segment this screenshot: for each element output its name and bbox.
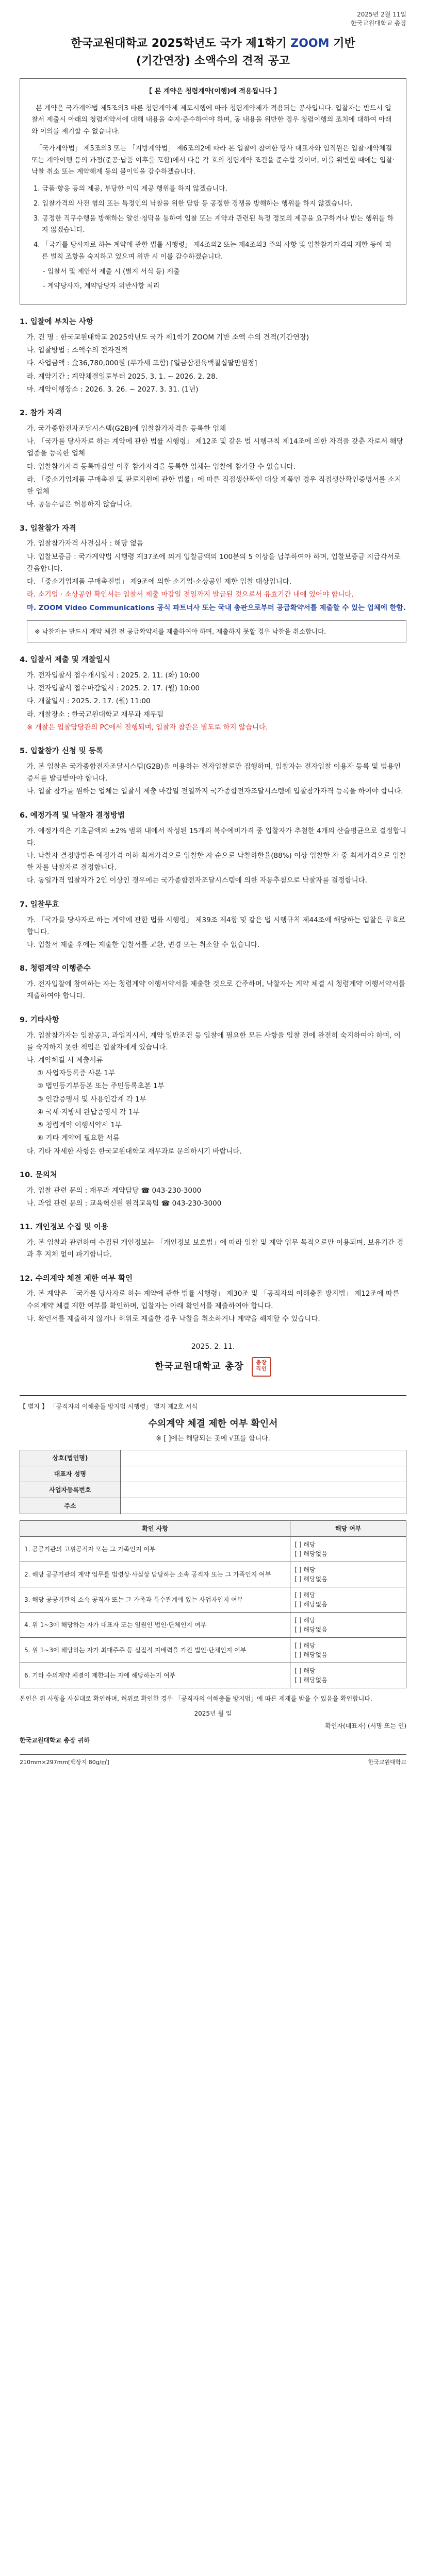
section-title: 11. 개인정보 수집 및 이용 — [20, 1223, 108, 1232]
section-1 — [20, 316, 406, 396]
yes-checkbox[interactable]: [ ] 해당 — [294, 1617, 316, 1624]
table-header: 확인 사항 — [20, 1521, 290, 1537]
section-title: 9. 기타사항 — [20, 1015, 59, 1024]
section-line: 가. 입찰참가자는 입찰공고, 과업지시서, 계약 일반조건 등 입찰에 필요한 모든 사항을 입찰 전에 완전히 숙지하여야 하며, 이를 숙지하지 못한 책임은 입찰자에게 있습니다. — [27, 1031, 401, 1052]
check-options — [290, 1587, 406, 1613]
table-row — [20, 1562, 406, 1587]
section-line: 나. 입찰서 제출 후에는 제출한 입찰서를 교환, 변경 또는 취소할 수 없습니다. — [27, 941, 260, 950]
section-2 — [20, 407, 406, 511]
check-item-text: 4. 위 1~3에 해당하는 자가 대표자 또는 임원인 법인·단체인지 여부 — [20, 1613, 290, 1638]
section-line: 가. 본 입찰은 국가종합전자조달시스템(G2B)을 이용하는 전자입찰로만 집행하며, 입찰자는 전자입찰 이용자 등록 및 범용인증서를 발급받아야 합니다. — [27, 762, 401, 783]
document-issuer-small: 한국교원대학교 총장 — [350, 19, 406, 27]
title-line1-prefix: 한국교원대학교 2025학년도 국가 제1학기 — [71, 37, 287, 50]
notice-item-list — [31, 183, 395, 293]
section-6 — [20, 809, 406, 887]
table-row — [20, 1450, 406, 1466]
signature-org — [20, 1357, 406, 1377]
form-subtitle: ※ [ ]에는 해당되는 곳에 √표를 합니다. — [156, 1434, 270, 1443]
section-line: 다. 개찰일시 : 2025. 2. 17. (월) 11:00 — [27, 697, 151, 706]
notice-item: 2. 입찰가격의 사전 협의 또는 특정인의 낙찰을 위한 담합 등 공정한 경쟁을 방해하는 행위를 하지 않겠습니다. — [34, 199, 353, 208]
section-5 — [20, 745, 406, 798]
table-row — [20, 1498, 406, 1514]
form-footer — [20, 1693, 406, 1746]
section-line: 라. 개찰장소 : 한국교원대학교 재무과 재무팀 — [27, 710, 164, 719]
table-row — [20, 1663, 406, 1688]
section-subline: ⑥ 기타 계약에 필요한 서류 — [37, 1134, 120, 1143]
no-checkbox[interactable]: [ ] 해당없음 — [294, 1676, 327, 1684]
check-options — [290, 1613, 406, 1638]
section-line: 가. 「국가를 당사자로 하는 계약에 관한 법률 시행령」 제39조 제4항 및 같은 법 시행규칙 제44조에 해당하는 입찰은 무효로 합니다. — [27, 916, 406, 936]
no-checkbox[interactable]: [ ] 해당없음 — [294, 1626, 327, 1634]
section-8 — [20, 962, 406, 1002]
section-7 — [20, 899, 406, 952]
section-line: 다. 동일가격 입찰자가 2인 이상인 경우에는 국가종합전자조달시스템에 의한 자동추첨으로 낙찰자를 결정합니다. — [27, 876, 367, 885]
notice-item: 1. 금품·향응 등의 제공, 부당한 이익 제공 행위를 하지 않겠습니다. — [34, 185, 227, 193]
section-title: 5. 입찰참가 신청 및 등록 — [20, 747, 103, 756]
section-subline: ④ 국세·지방세 완납증명서 각 1부 — [37, 1108, 140, 1116]
section-line: 다. 사업금액 : 金36,780,000원 (부가세 포함) [일금삼천육백칠십팔만원정] — [27, 359, 257, 368]
yes-checkbox[interactable]: [ ] 해당 — [294, 1667, 316, 1675]
yes-checkbox[interactable]: [ ] 해당 — [294, 1591, 316, 1599]
section-line: 나. 입찰방법 : 소액수의 전자견적 — [27, 346, 128, 355]
table-row — [20, 1537, 406, 1562]
table-cell-label: 상호(법인명) — [20, 1450, 121, 1466]
section-11 — [20, 1221, 406, 1261]
form-bottom-bar — [20, 1754, 406, 1768]
check-options — [290, 1638, 406, 1663]
section-title: 10. 문의처 — [20, 1171, 57, 1179]
section-title: 3. 입찰참가 자격 — [20, 524, 76, 533]
no-checkbox[interactable]: [ ] 해당없음 — [294, 1601, 327, 1608]
address-field[interactable] — [120, 1498, 406, 1514]
check-options — [290, 1537, 406, 1562]
check-item-text: 5. 위 1~3에 해당하는 자가 최대주주 등 실질적 지배력을 가진 법인·단체인지 여부 — [20, 1638, 290, 1663]
section-line: 라. 「중소기업제품 구매촉진 및 판로지원에 관한 법률」에 따른 직접생산확인 대상 제품인 경우 직접생산확인증명서를 소지한 업체 — [27, 475, 402, 496]
title-line1-suffix: 기반 — [333, 37, 355, 50]
section-line-emphasis-blue: 마. ZOOM Video Communications 공식 파트너사 또는 국내 총판으로부터 공급확약서를 제출할 수 있는 업체에 한함. — [27, 603, 406, 612]
notice-paragraph-2: 「국가계약법」 제5조의3 또는 「지방계약법」 제6조의2에 따라 본 입찰에 참여한 당사 대표자와 임직원은 입찰·계약체결 또는 계약이행 등의 과정(준공·납품 이후를 포함)에서 다음 각 호의 청렴계약 조건을 준수할 것이며, 이를 위반할 때에는 입찰·낙찰 취소 또는 계약해제 등의 불이익을 감수하겠습니다. — [31, 144, 395, 176]
official-seal-icon: 총장 직인 — [252, 1357, 271, 1377]
form-date-line: 2025년 월 일 — [194, 1709, 232, 1717]
section-line: 나. 계약체결 시 제출서류 — [27, 1056, 103, 1065]
yes-checkbox[interactable]: [ ] 해당 — [294, 1541, 316, 1549]
check-options — [290, 1663, 406, 1688]
integrity-notice-box — [20, 78, 406, 304]
section-note-box: ※ 낙찰자는 반드시 계약 체결 전 공급확약서를 제출하여야 하며, 제출하지 못할 경우 낙찰을 취소합니다. — [27, 620, 406, 642]
form-bottom-left: 210mm×297mm[백상지 80g/㎡] — [20, 1758, 109, 1766]
company-name-field[interactable] — [120, 1450, 406, 1466]
form-sign-line: 확인자(대표자) (서명 또는 인) — [325, 1722, 406, 1730]
form-recipient: 한국교원대학교 총장 귀하 — [20, 1737, 90, 1744]
notice-item: 3. 공정한 직무수행을 방해하는 알선·청탁을 통하여 입찰 또는 계약과 관련된 특정 정보의 제공을 요구하거나 받는 행위를 하지 않겠습니다. — [34, 214, 394, 234]
form-bottom-right: 한국교원대학교 — [368, 1758, 406, 1766]
form-info-table — [20, 1450, 406, 1514]
form-title: 수의계약 체결 제한 여부 확인서 — [148, 1418, 278, 1429]
section-9 — [20, 1014, 406, 1158]
check-options — [290, 1562, 406, 1587]
section-line: 나. 확인서를 제출하지 않거나 허위로 제출한 경우 낙찰을 취소하거나 계약을 해제할 수 있습니다. — [27, 1314, 320, 1323]
section-title: 4. 입찰서 제출 및 개찰일시 — [20, 656, 110, 665]
section-12 — [20, 1273, 406, 1326]
section-4 — [20, 654, 406, 734]
title-line1-blue: ZOOM — [290, 37, 330, 50]
section-subline: ② 법인등기부등본 또는 주민등록초본 1부 — [37, 1082, 165, 1091]
section-line: 라. 계약기간 : 계약체결일로부터 2025. 3. 1. ~ 2026. 2. 28. — [27, 372, 218, 381]
representative-field[interactable] — [120, 1466, 406, 1482]
notice-paragraph-1: 본 계약은 국가계약법 제5조의3 따른 청렴계약제 제도시행에 따라 청렴계약제가 적용되는 공사입니다. 입찰자는 반드시 입찰서 제출시 아래의 청렴계약서에 대해 내용을 숙지·준수하여야 하며, 동 내용을 위반한 경우 청렴이행의 조치에 대하여 아래와 이의를 제기할 수 없습니다. — [31, 104, 392, 136]
notice-heading: 【 본 계약은 청렴계약(이행)에 적용됩니다 】 — [145, 87, 281, 95]
check-item-text: 1. 공공기관의 고위공직자 또는 그 가족인지 여부 — [20, 1537, 290, 1562]
section-title: 7. 입찰무효 — [20, 900, 59, 909]
section-line: 나. 입찰 참가를 원하는 업체는 입찰서 제출 마감일 전일까지 국가종합전자조달시스템에 입찰참가자격 등록을 하여야 합니다. — [27, 787, 403, 796]
no-checkbox[interactable]: [ ] 해당없음 — [294, 1651, 327, 1659]
signature-area — [20, 1341, 406, 1377]
section-3 — [20, 522, 406, 643]
section-line: 가. 전자입찰에 참여하는 자는 청렴계약 이행서약서를 제출한 것으로 간주하며, 낙찰자는 계약 체결 시 청렴계약 이행서약서를 제출하여야 합니다. — [27, 980, 405, 1001]
table-cell-label: 대표자 성명 — [20, 1466, 121, 1482]
section-title: 6. 예정가격 및 낙찰자 결정방법 — [20, 811, 125, 820]
form-head: 【 별지 】 「공직자의 이해충돌 방지법 시행령」 별지 제2호 서식 — [20, 1403, 198, 1411]
section-title: 2. 참가 자격 — [20, 409, 62, 418]
signature-date: 2025. 2. 11. — [191, 1343, 235, 1351]
section-line: 나. 「국가를 당사자로 하는 계약에 관한 법률 시행령」 제12조 및 같은 법 시행규칙 제14조에 의한 자격을 갖춘 자로서 해당 업종을 등록한 업체 — [27, 437, 403, 458]
section-line: 가. 예정가격은 기초금액의 ±2% 범위 내에서 작성된 15개의 복수예비가격 중 입찰자가 추첨한 4개의 산술평균으로 결정합니다. — [27, 826, 406, 847]
document-meta — [20, 10, 406, 28]
section-line: 나. 입찰보증금 : 국가계약법 시행령 제37조에 의거 입찰금액의 100분의 5 이상을 납부하여야 하며, 입찰보증금 지급각서로 갈음합니다. — [27, 552, 401, 573]
table-row — [20, 1587, 406, 1613]
table-row — [20, 1466, 406, 1482]
table-cell-label: 주소 — [20, 1498, 121, 1514]
check-item-text: 6. 기타 수의계약 체결이 제한되는 자에 해당하는지 여부 — [20, 1663, 290, 1688]
section-line: 나. 낙찰자 결정방법은 예정가격 이하 최저가격으로 입찰한 자 순으로 낙찰하한율(88%) 이상 입찰한 자 중 최저가격으로 입찰한 자를 낙찰자로 결정합니다. — [27, 852, 406, 872]
section-line: 가. 본 입찰과 관련하여 수집된 개인정보는 「개인정보 보호법」에 따라 입찰 및 계약 업무 목적으로만 이용되며, 보유기간 경과 후 지체 없이 파기합니다. — [27, 1239, 404, 1259]
form-declaration: 본인은 위 사항을 사실대로 확인하며, 허위로 확인한 경우 「공직자의 이해충돌 방지법」에 따른 제재를 받을 수 있음을 확인합니다. — [20, 1695, 372, 1703]
section-note: ※ 개찰은 입찰담당관의 PC에서 진행되며, 입찰자 참관은 별도로 하지 않습니다. — [27, 723, 268, 732]
document-title — [20, 35, 406, 70]
section-line: 가. 입찰 관련 문의 : 재무과 계약담당 ☎ 043-230-3000 — [27, 1186, 202, 1195]
section-line: 가. 전자입찰서 접수개시일시 : 2025. 2. 11. (화) 10:00 — [27, 671, 200, 680]
section-line: 가. 입찰참가자격 사전심사 : 해당 없음 — [27, 539, 143, 548]
check-item-text: 3. 해당 공공기관의 소속 공직자 또는 그 가족과 특수관계에 있는 사업자인지 여부 — [20, 1587, 290, 1613]
section-line: 다. 입찰참가자격 등록마감일 이후 참가자격을 등록한 업체는 입찰에 참가할 수 없습니다. — [27, 462, 296, 471]
document-date: 2025년 2월 11일 — [357, 11, 406, 18]
section-line: 가. 건 명 : 한국교원대학교 2025학년도 국가 제1학기 ZOOM 기반 소액 수의 견적(기간연장) — [27, 333, 309, 342]
section-line-emphasis-red: 라. 소기업 · 소상공인 확인서는 입찰서 제출 마감일 전일까지 발급된 것으로서 유효기간 내에 있어야 합니다. — [27, 590, 354, 599]
table-header: 해당 여부 — [290, 1521, 406, 1537]
section-line: 마. 공동수급은 허용하지 않습니다. — [27, 500, 133, 509]
notice-item: 4. 「국가를 당사자로 하는 계약에 관한 법률 시행령」 제4조의2 또는 제4조의3 주의 사항 및 입찰참가자격의 제한 등에 따른 벌칙 조항을 숙지하고 있으며 위반 시 이를 감수하겠습니다. — [34, 241, 392, 261]
section-subline: ① 사업자등록증 사본 1부 — [37, 1069, 115, 1078]
section-line: 다. 기타 자세한 사항은 한국교원대학교 재무과로 문의하시기 바랍니다. — [27, 1147, 242, 1156]
section-title: 8. 청렴계약 이행준수 — [20, 964, 91, 973]
section-title: 12. 수의계약 체결 제한 여부 확인 — [20, 1274, 133, 1283]
document-page — [20, 10, 406, 1768]
table-header-row — [20, 1521, 406, 1537]
table-row — [20, 1482, 406, 1498]
section-10 — [20, 1169, 406, 1210]
section-title: 1. 입찰에 부치는 사항 — [20, 318, 93, 327]
form-divider — [20, 1395, 406, 1396]
signature-org-name: 한국교원대학교 총장 — [154, 1361, 244, 1372]
no-checkbox[interactable]: [ ] 해당없음 — [294, 1575, 327, 1583]
attached-form — [20, 1401, 406, 1767]
table-row — [20, 1638, 406, 1663]
section-line: 마. 계약이행장소 : 2026. 3. 26. ~ 2027. 3. 31. (1년) — [27, 385, 199, 394]
section-line: 가. 본 계약은 「국가를 당사자로 하는 계약에 관한 법률 시행령」 제30조 및 「공직자의 이해충돌 방지법」 제12조에 따른 수의계약 체결 제한 여부를 확인하며, 입찰자는 아래 확인서를 제출하여야 합니다. — [27, 1290, 400, 1310]
section-line: 나. 과업 관련 문의 : 교육혁신원 원격교육팀 ☎ 043-230-3000 — [27, 1199, 222, 1208]
section-line: 다. 「중소기업제품 구매촉진법」 제9조에 의한 소기업·소상공인 제한 입찰 대상입니다. — [27, 578, 292, 586]
no-checkbox[interactable]: [ ] 해당없음 — [294, 1550, 327, 1558]
business-number-field[interactable] — [120, 1482, 406, 1498]
section-line: 가. 국가종합전자조달시스템(G2B)에 입찰참가자격을 등록한 업체 — [27, 425, 226, 433]
notice-sub-item: - 입찰서 및 제안서 제출 시 (별지 서식 등) 제출 — [43, 267, 180, 276]
yes-checkbox[interactable]: [ ] 해당 — [294, 1642, 316, 1650]
table-cell-label: 사업자등록번호 — [20, 1482, 121, 1498]
table-row — [20, 1613, 406, 1638]
section-subline: ③ 인감증명서 및 사용인감계 각 1부 — [37, 1095, 146, 1104]
section-subline: ⑤ 청렴계약 이행서약서 1부 — [37, 1121, 122, 1130]
check-item-text: 2. 해당 공공기관의 계약 업무를 법령상·사실상 담당하는 소속 공직자 또는 그 가족인지 여부 — [20, 1562, 290, 1587]
yes-checkbox[interactable]: [ ] 해당 — [294, 1566, 316, 1574]
section-line: 나. 전자입찰서 접수마감일시 : 2025. 2. 17. (월) 10:00 — [27, 684, 200, 693]
notice-sub-item: - 계약당사자, 계약담당자 위반사항 처리 — [43, 282, 160, 291]
form-check-table — [20, 1520, 406, 1688]
title-line2: (기간연장) 소액수의 견적 공고 — [136, 54, 290, 67]
